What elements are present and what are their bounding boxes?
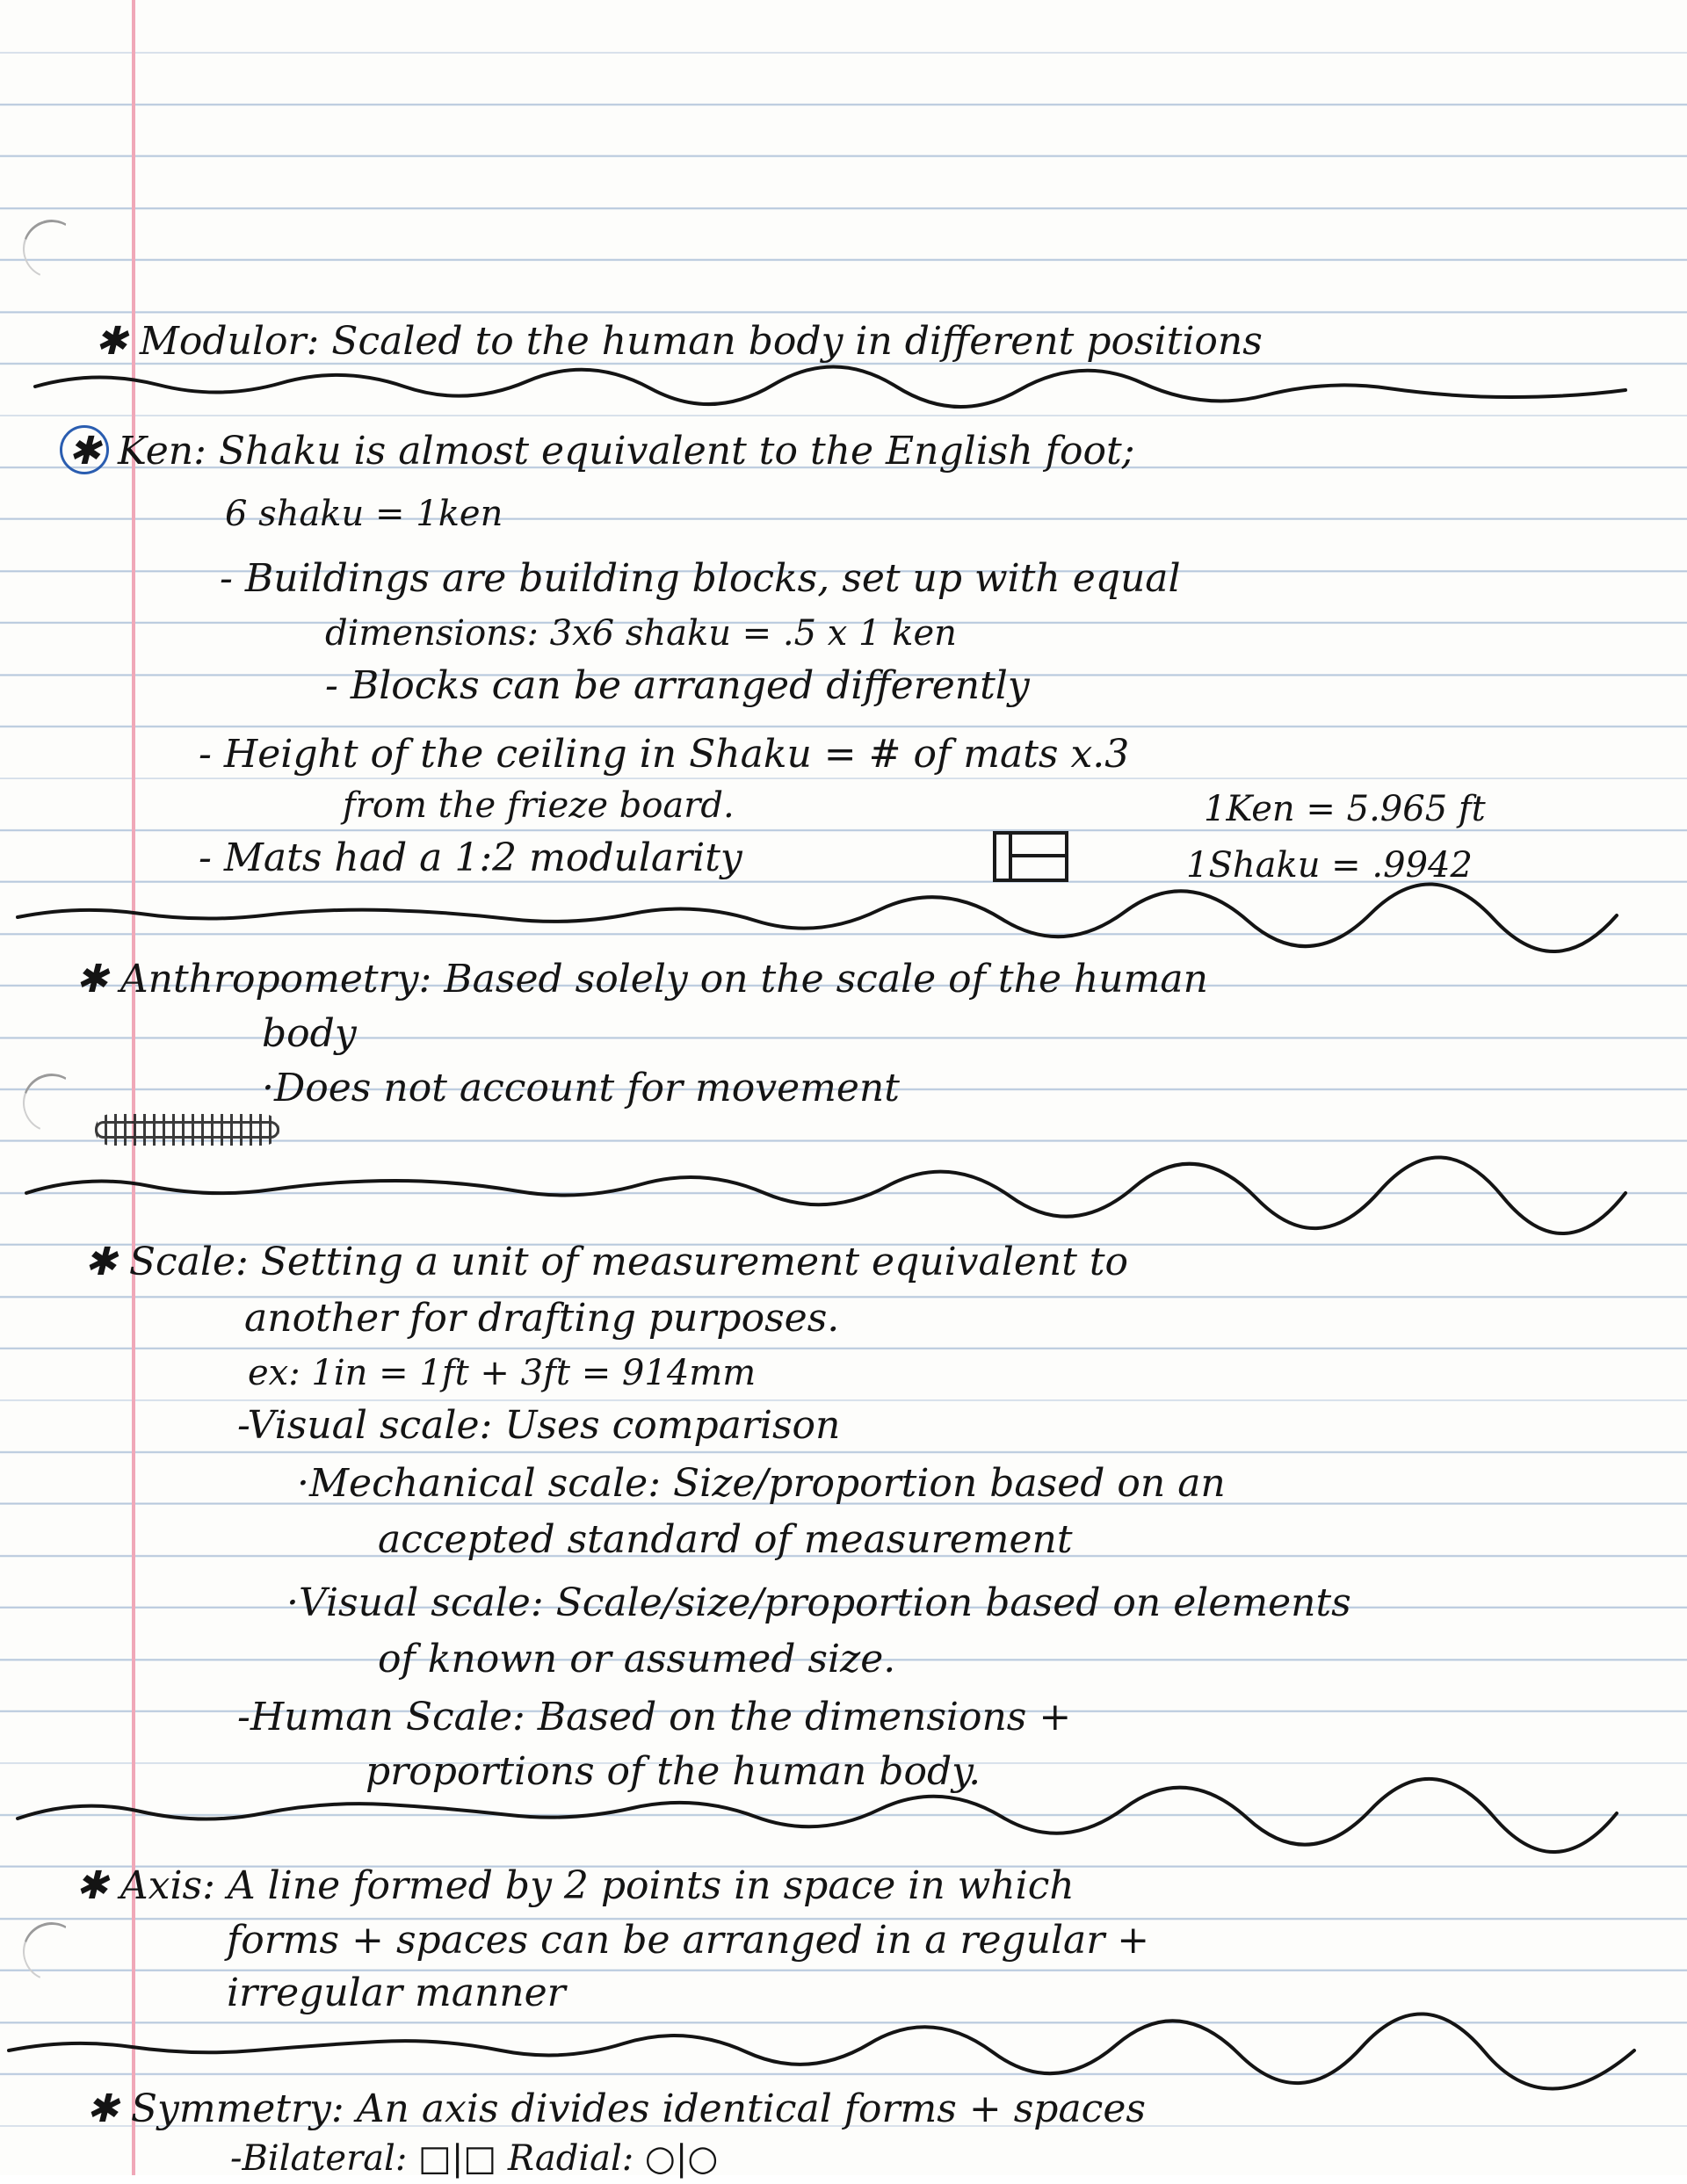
note-ken-bullet-frieze: from the frieze board. xyxy=(343,785,735,826)
note-ken-bullet-mats: - Mats had a 1:2 modularity xyxy=(199,835,742,880)
note-scale-visual-bullet: ·Visual scale: Scale/size/proportion based on elements xyxy=(286,1580,1351,1625)
note-scale-visual: -Visual scale: Uses comparison xyxy=(237,1403,841,1448)
divider-1 xyxy=(35,366,1625,407)
note-ken-conversion-ken: 1Ken = 5.965 ft xyxy=(1204,789,1486,829)
note-scale-visual-cont: of known or assumed size. xyxy=(378,1637,896,1681)
note-axis-cont: forms + spaces can be arranged in a regular + xyxy=(227,1918,1150,1963)
divider-2 xyxy=(18,884,1617,951)
note-anthropometry-cont: body xyxy=(262,1011,357,1056)
note-symmetry: ✱ Symmetry: An axis divides identical forms + spaces xyxy=(86,2086,1146,2131)
divider-5 xyxy=(9,2014,1634,2088)
note-ken-bullet-dimensions: dimensions: 3x6 shaku = .5 x 1 ken xyxy=(325,613,957,654)
note-modulor: ✱ Modulor: Scaled to the human body in different positions xyxy=(95,319,1263,364)
note-ken-heading xyxy=(68,425,1135,477)
divider-3 xyxy=(26,1157,1625,1233)
note-anthropometry-bullet: ·Does not account for movement xyxy=(262,1066,900,1110)
note-scale-example: ex: 1in = 1ft + 3ft = 914mm xyxy=(248,1353,757,1393)
note-scale-mechanical-cont: accepted standard of measurement xyxy=(378,1517,1073,1562)
scribbled-out-text xyxy=(95,1114,279,1146)
note-anthropometry: ✱ Anthropometry: Based solely on the scale of the human xyxy=(76,957,1208,1002)
note-ken-shaku-ratio: 6 shaku = 1ken xyxy=(225,494,503,534)
note-axis: ✱ Axis: A line formed by 2 points in space in which xyxy=(76,1863,1075,1908)
mat-modularity-sketch xyxy=(993,831,1068,882)
note-scale-mechanical: ·Mechanical scale: Size/proportion based on an xyxy=(297,1461,1226,1506)
circled-star-marker: ✱ xyxy=(60,425,109,474)
note-scale-human: -Human Scale: Based on the dimensions + xyxy=(237,1695,1072,1739)
note-ken-bullet-height: - Height of the ceiling in Shaku = # of mats x.3 xyxy=(199,732,1130,777)
note-scale: ✱ Scale: Setting a unit of measurement equivalent to xyxy=(84,1240,1129,1284)
note-scale-cont: another for drafting purposes. xyxy=(244,1296,840,1341)
note-ken-heading-text: Ken: Shaku is almost equivalent to the English foot; xyxy=(118,429,1135,474)
note-ken-bullet-blocks: - Blocks can be arranged differently xyxy=(325,663,1030,708)
note-ken-bullet-buildings: - Buildings are building blocks, set up with equal xyxy=(220,556,1181,601)
note-ken-conversion-shaku: 1Shaku = .9942 xyxy=(1186,845,1473,886)
note-axis-cont-2: irregular manner xyxy=(227,1971,566,2015)
note-scale-human-cont: proportions of the human body. xyxy=(366,1749,981,1794)
note-symmetry-types: -Bilateral: □|□ Radial: ○|○ xyxy=(230,2138,719,2179)
